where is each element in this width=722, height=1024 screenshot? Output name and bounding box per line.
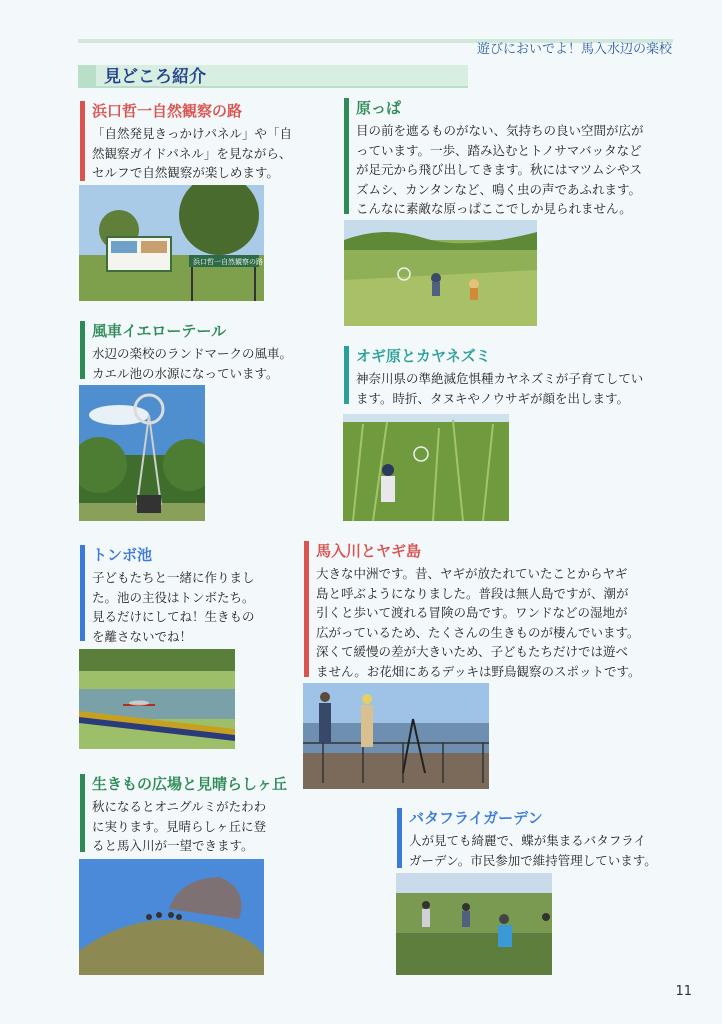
desc-line: 人が見ても綺麗で、蝶が集まるバタフライ [409, 833, 646, 848]
desc-line: 深くて緩慢の差が大きいため、子どもたちだけでは遊べ [316, 644, 629, 659]
photo-butterfly-garden [396, 873, 552, 975]
desc-line: を離さないでね！ [92, 628, 193, 644]
spot-title: 生きもの広場と見晴らしヶ丘 [92, 775, 288, 793]
desc-line: 大きな中洲です。昔、ヤギが放たれていたことからヤギ [316, 566, 628, 581]
desc-line: 島と呼ぶようになりました。普段は無人島ですが、潮が [316, 585, 629, 601]
photo-observation-deck [303, 683, 489, 789]
spot-title: 浜口哲一自然観察の路 [92, 102, 243, 120]
page-number: 11 [675, 984, 692, 999]
spot-title: 馬入川とヤギ島 [316, 542, 422, 560]
desc-line: 神奈川県の準絶滅危惧種カヤネズミが子育てしてい [356, 371, 644, 386]
desc-line: 然観察ガイドパネル」を見ながら、 [92, 145, 292, 161]
desc-line: 引くと歩いて渡れる冒険の島です。ワンドなどの湿地が [316, 605, 628, 620]
desc-line: 水辺の楽校のランドマークの風車。 [92, 346, 293, 361]
desc-line: が足元から飛び出してきます。秋にはマツムシやス [356, 162, 643, 177]
sign-text: 浜口哲一自然観察の路 [193, 258, 263, 266]
photo-nature-trail [79, 185, 264, 301]
desc-line: ズムシ、カンタンなど、鳴く虫の声であふれます。 [356, 181, 642, 197]
desc-line: 広がっているため、たくさんの生きものが棲んでいます。 [316, 624, 640, 640]
header-title: 遊びにおいでよ！馬入水辺の楽校 [476, 42, 672, 57]
photo-lookout-hill [79, 859, 264, 975]
desc-line: ません。お花畑にあるデッキは野鳥観察のスポットです。 [316, 663, 641, 679]
desc-line: た。池の主役はトンボたち。 [92, 589, 255, 605]
desc-line: 秋になるとオニグルミがたわわ [92, 799, 267, 814]
desc-line: セルフで自然観察が楽しめます。 [92, 165, 279, 180]
desc-line: 「自然発見きっかけパネル」や「自 [92, 126, 293, 141]
desc-line: ると馬入川が一望できます。 [92, 838, 254, 853]
desc-line: ます。時折、タヌキやノウサギが顔を出します。 [356, 390, 630, 406]
desc-line: カエル池の水源になっています。 [92, 365, 279, 381]
photo-dragonfly-pond [79, 649, 235, 749]
section-title: 見どころ紹介 [104, 67, 206, 87]
desc-line: に実ります。見晴らしヶ丘に登 [92, 818, 267, 834]
spot-title: トンボ池 [92, 546, 153, 564]
photo-windmill [79, 385, 205, 521]
spot-title: オギ原とカヤネズミ [356, 347, 491, 365]
desc-line: っています。一歩、踏み込むとトノサマバッタなど [356, 142, 642, 158]
desc-line: こんなに素敵な原っぱここでしか見られません。 [356, 201, 632, 216]
desc-line: 目の前を遮るものがない、気持ちの良い空間が広が [356, 123, 644, 138]
photo-ogi-field [343, 414, 509, 521]
spot-title: 原っぱ [356, 99, 402, 117]
desc-line: ガーデン。市民参加で維持管理しています。 [409, 852, 657, 868]
photo-meadow [344, 220, 537, 326]
spot-title: 風車イエローテール [92, 322, 227, 340]
spot-title: バタフライガーデン [409, 809, 543, 827]
desc-line: 見るだけにしてね！生きもの [92, 609, 255, 624]
desc-line: 子どもたちと一緒に作りまし [92, 570, 255, 585]
